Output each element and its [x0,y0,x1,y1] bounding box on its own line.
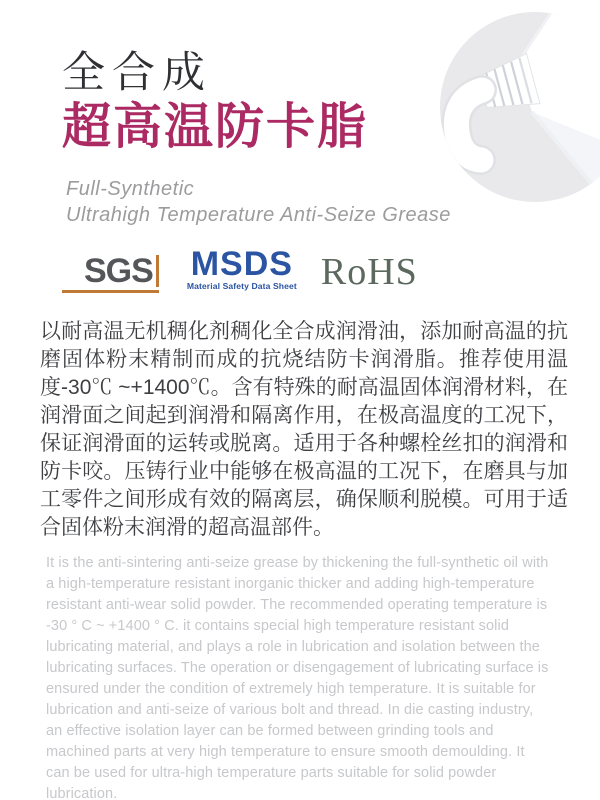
msds-logo-text: MSDS [190,245,293,283]
sgs-logo [62,251,159,293]
product-subtitle-en [66,176,451,228]
title-block [62,48,368,155]
product-title-cn-line2: 超高温防卡脂 [62,99,369,154]
rohs-logo-text: RoHS [320,250,418,293]
sgs-logo-text: SGS [84,255,159,287]
product-subtitle-en-line2: Ultrahigh Temperature Anti-Seize Grease [66,204,451,226]
description-paragraph-en: It is the anti-sintering anti-seize grease by thickening the full-synthetic oil with a high-temperature resistant inorganic thicker and adding high-temperature resistant anti-wear solid powder. The recommended operating temperature is -30 ° C ~ +1400 ° C. it contains special high temperature resistant solid lubricating material, and plays a role in lubrication and isolation between the lubricating surfaces. The operation or disengagement of lubricating surface is ensured under the condition of extremely high temperature. It is suitable for lubrication and anti-seize of various bolt and thread. In die casting industry, an effective isolation layer can be formed between grinding tools and machined parts at very high temperature to ensure smooth demoulding. It can be used for ultra-high temperature parts suitable for solid powder lubrication. [46,555,549,800]
certification-logos [62,245,418,293]
description-paragraph-cn: 以耐高温无机稠化剂稠化全合成润滑油，添加耐高温的抗磨固体粉末精制而成的抗烧结防卡润滑脂。推荐使用温度-30℃ ~+1400℃。含有特殊的耐高温固体润滑材料，在润滑面之间起到润滑和隔离作用，在极高温度的工况下，保证润滑面的运转或脱离。适用于各种螺栓丝扣的润滑和防卡咬。压铸行业中能够在极高温的工况下，在磨具与加工零件之间形成有效的隔离层，确保顺利脱模。可用于适合固体粉末润滑的超高温部件。 [40,320,568,539]
product-title-cn-line1: 全合成 [62,49,212,97]
msds-logo-subtext: Material Safety Data Sheet [186,280,297,291]
product-subtitle-en-line1: Full-Synthetic [66,178,195,200]
msds-logo [186,245,297,293]
rohs-logo [320,250,418,293]
